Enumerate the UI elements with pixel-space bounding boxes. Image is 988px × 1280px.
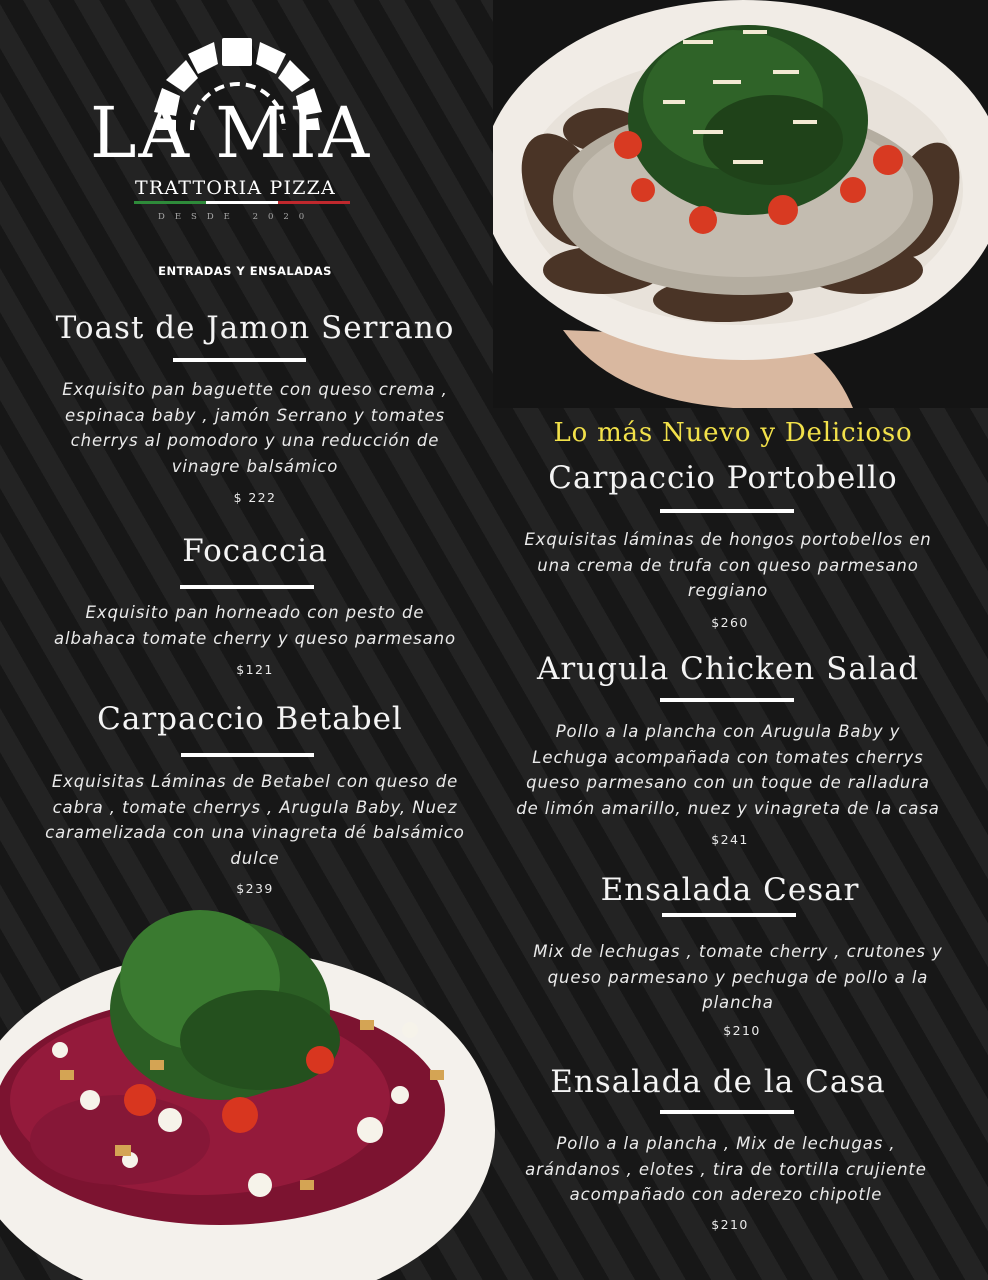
description-line: Lechuga acompañada con tomates cherrys: [532, 747, 924, 767]
description-line: cabra , tomate cherrys , Arugula Baby, Nuez: [52, 797, 458, 817]
italian-flag-stripe: [134, 201, 350, 204]
description-line: Exquisito pan baguette con queso crema ,: [62, 380, 448, 399]
description-line: cherrys al pomodoro y una reducción de: [70, 431, 440, 450]
description-line: acompañado con aderezo chipotle: [569, 1185, 883, 1204]
item-description-ensalada-de-la-casa: [493, 1131, 959, 1208]
flag-red: [278, 201, 350, 204]
item-title-carpaccio-portobello: Carpaccio Portobello: [548, 460, 898, 496]
logo: [90, 30, 410, 230]
item-price-ensalada-cesar: $210: [723, 1023, 761, 1038]
item-title-ensalada-de-la-casa: Ensalada de la Casa: [550, 1064, 886, 1100]
brand-name: LA MIA: [90, 92, 372, 174]
item-description-toast-jamon-serrano: [20, 377, 490, 479]
description-line: Exquisito pan horneado con pesto de: [85, 603, 425, 622]
carpaccio-portobello-photo: [493, 0, 988, 408]
item-title-toast-jamon-serrano: Toast de Jamon Serrano: [55, 310, 455, 346]
section-heading: ENTRADAS Y ENSALADAS: [158, 264, 332, 278]
description-line: Mix de lechugas , tomate cherry , crutones y: [533, 942, 943, 961]
item-description-arugula-chicken-salad: [495, 719, 961, 821]
description-line: espinaca baby , jamón Serrano y tomates: [64, 405, 446, 425]
description-line: una crema de trufa con queso parmesano: [537, 555, 919, 575]
brand-since: DESDE 2020: [158, 212, 315, 222]
description-line: queso parmesano con un toque de ralladura: [526, 773, 930, 792]
highlight-label: Lo más Nuevo y Delicioso: [553, 418, 913, 448]
description-line: vinagre balsámico: [171, 456, 339, 476]
item-title-ensalada-cesar: Ensalada Cesar: [600, 872, 860, 908]
item-description-ensalada-cesar: [505, 939, 971, 1016]
item-price-toast-jamon-serrano: $ 222: [233, 490, 277, 505]
description-line: Pollo a la plancha , Mix de lechugas ,: [556, 1134, 896, 1153]
description-line: queso parmesano y pechuga de pollo a la: [547, 967, 929, 987]
title-underline: [180, 585, 314, 589]
item-price-focaccia: $121: [236, 662, 274, 677]
item-title-carpaccio-betabel: Carpaccio Betabel: [97, 701, 403, 737]
item-description-carpaccio-portobello: [495, 527, 961, 604]
item-price-carpaccio-betabel: $239: [236, 881, 274, 896]
title-underline: [662, 913, 796, 917]
item-description-carpaccio-betabel: [20, 769, 490, 871]
description-line: plancha: [702, 993, 774, 1012]
description-line: caramelizada con una vinagreta dé balsámico: [45, 823, 465, 842]
item-price-arugula-chicken-salad: $241: [711, 832, 749, 847]
description-line: albahaca tomate cherry y queso parmesano: [53, 628, 457, 648]
description-line: Exquisitas láminas de hongos portobellos en: [524, 530, 932, 549]
description-line: de limón amarillo, nuez y vinagreta de la casa: [516, 798, 940, 818]
description-line: Exquisitas Láminas de Betabel con queso de: [51, 772, 459, 791]
title-underline: [660, 1110, 794, 1114]
title-underline: [660, 698, 794, 702]
title-underline: [173, 358, 306, 362]
item-title-arugula-chicken-salad: Arugula Chicken Salad: [536, 651, 920, 687]
description-line: arándanos , elotes , tira de tortilla crujiente: [525, 1159, 927, 1179]
brand-subtitle: TRATTORIA PIZZA: [135, 177, 336, 199]
title-underline: [660, 509, 794, 513]
item-description-focaccia: [20, 600, 490, 651]
flag-white: [206, 201, 278, 204]
description-line: dulce: [230, 848, 280, 868]
title-underline: [181, 753, 314, 757]
carpaccio-betabel-photo: [0, 900, 495, 1280]
item-title-focaccia: Focaccia: [182, 533, 328, 569]
flag-green: [134, 201, 206, 204]
item-price-carpaccio-portobello: $260: [711, 615, 749, 630]
description-line: Pollo a la plancha con Arugula Baby y: [555, 722, 901, 741]
item-price-ensalada-de-la-casa: $210: [711, 1217, 749, 1232]
description-line: reggiano: [687, 581, 769, 600]
